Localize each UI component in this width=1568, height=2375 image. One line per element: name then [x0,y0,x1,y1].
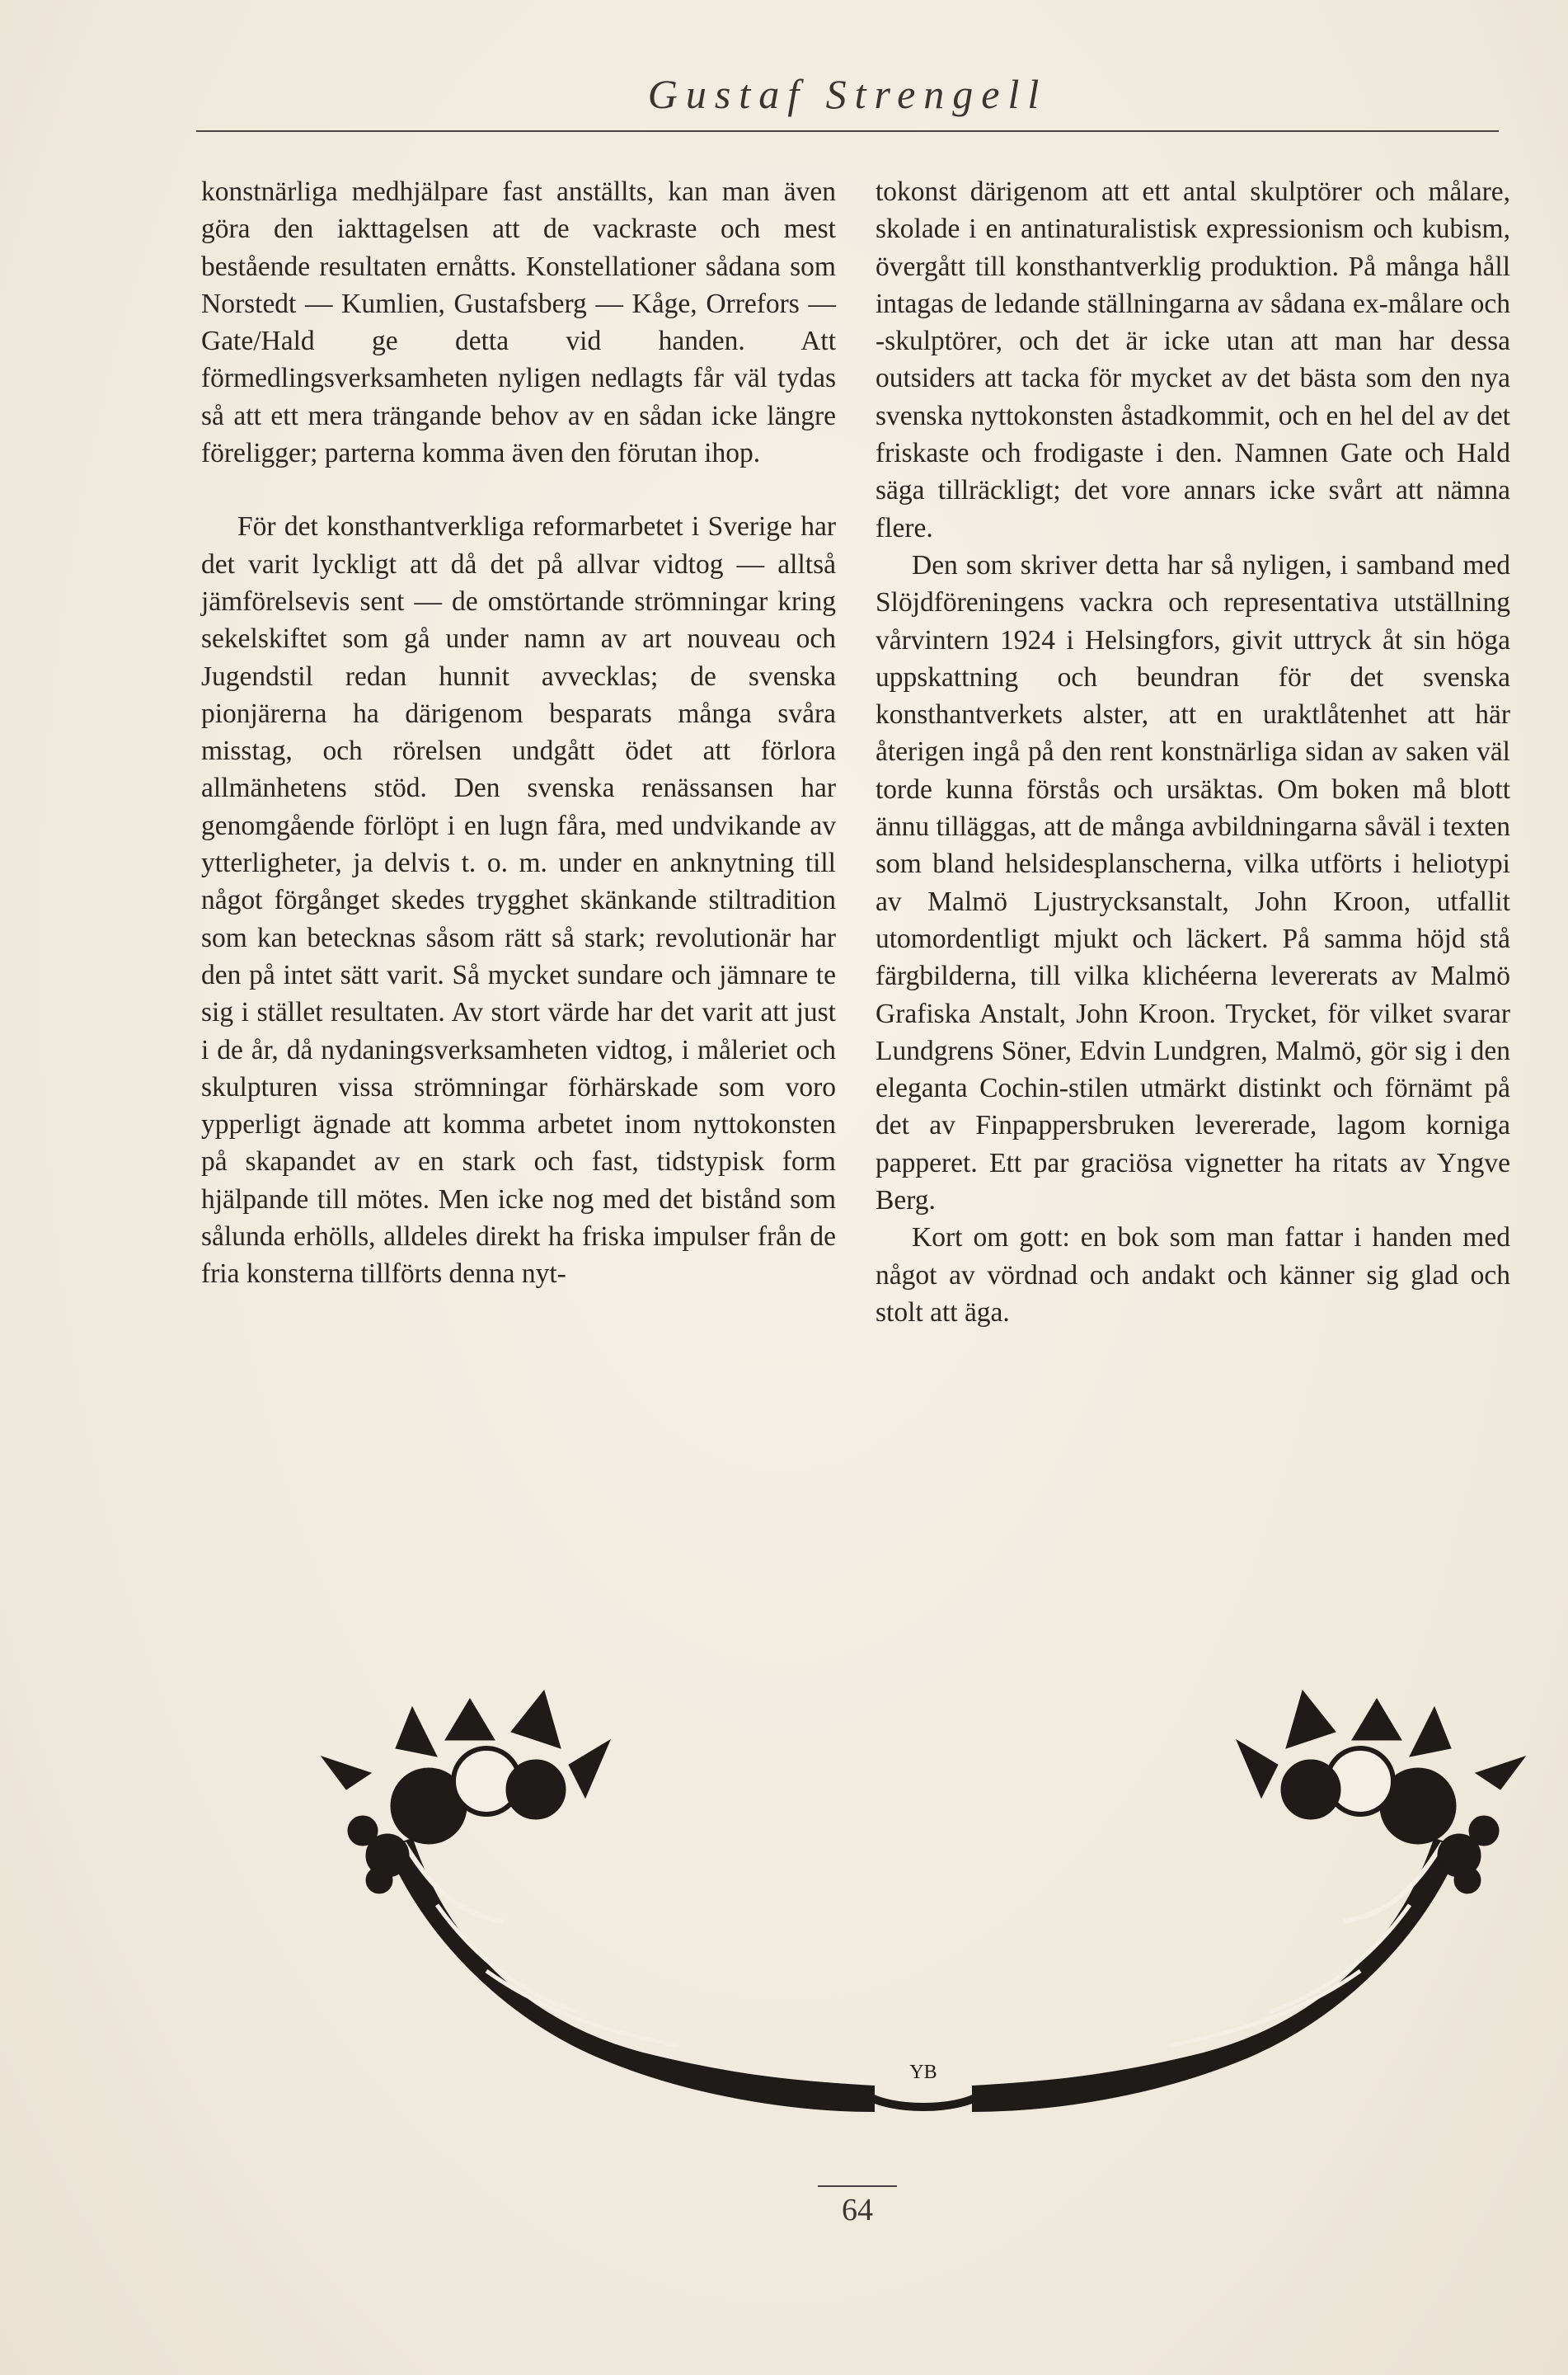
page-number: 64 [842,2193,873,2227]
header-rule [196,130,1499,132]
left-paragraph-1: konstnärliga medhjälpare fast anställts, kan man även göra den iakttagelsen att de vackraste och mest bestående resultaten ernåtts. Konstellationer sådana som Norstedt — Kumlien, Gustafsberg — Kåge, Orrefors — Gate/Hald ge detta vid handen. Att förmedlingsverksamheten nyligen nedlagts får väl tydas så att ett mera trängande behov av en sådan icke längre föreligger; parterna komma även den förutan ihop. [201,176,836,469]
vignette-monogram: YB [909,2062,937,2083]
left-paragraph-2: För det konsthantverkliga reformarbetet i Sverige har det varit lyckligt att då det på allvar vidtog — alltså jämförelsevis sent — de omstörtande strömningar kring sekelskiftet som gå under namn av art nouveau och Jugendstil redan hunnit avvecklas; de svenska pionjärerna ha därigenom besparats många svåra misstag, och rörelsen undgått ödet att förlora allmänhetens stöd. Den svenska renässansen har genomgående förlöpt i en lugn fåra, med undvikande av ytterligheter, ja delvis t. o. m. under en anknytning till något förgånget skedes trygghet skänkande stiltradition som kan betecknas såsom rätt så stark; revolutionär har den på intet sätt varit. Så mycket sundare och jämnare te sig i stället resultaten. Av stort värde har det varit att just i de år, då nydaningsverksamheten vidtog, i måleriet och skulpturen vissa strömningar förhärskade som voro ypperligt ägnade att komma arbetet inom nyttokonsten på skapandet av en stark och fast, tidstypisk form hjälpande till mötes. Men icke nog med det bistånd som sålunda erhölls, alldeles direkt ha friska impulser från de fria konsterna tillförts denna nyt- [201,511,836,1290]
running-header [196,69,1499,135]
page-number-block [816,2185,899,2228]
right-column [876,173,1510,1331]
right-paragraph-3: Kort om gott: en bok som man fattar i handen med något av vördnad och andakt och känner sig glad och stolt att äga. [876,1222,1510,1328]
header-author: Gustaf Strengell [647,71,1048,117]
left-column [201,173,836,1293]
right-paragraph-2: Den som skriver detta har så nyligen, i samband med Slöjdföreningens vackra och representativa utställning vårvintern 1924 i Helsingfors, givit uttryck åt sin höga uppskattning och beundran för det svenska konsthantverkets alster, att en uraktlåtenhet att här återigen ingå på den rent konstnärliga sidan av saken väl torde kunna förstås och ursäktas. Om boken må blott ännu tilläggas, att de många avbildningarna såväl i texten som bland helsidesplanscherna, vilka utförts i heliotypi av Malmö Ljustrycksanstalt, John Kroon, utfallit utomordentligt mjukt och läckert. På samma höjd stå färgbilderna, till vilka klichéerna levererats av Malmö Grafiska Anstalt, John Kroon. Trycket, för vilket svarar Lundgrens Söner, Edvin Lundgren, Malmö, gör sig i den eleganta Cochin-stilen utmärkt distinkt och förnämt på det av Finpappersbruken levererade, lagom korniga papperet. Ett par graciösa vignetter ha ritats av Yngve Berg. [876,549,1510,1216]
cornucopia-vignette-icon [297,1666,1550,2128]
right-paragraph-1: tokonst därigenom att ett antal skulptörer och målare, skolade i en antinaturalistisk expressionism och kubism, övergått till konsthantverklig produktion. På många håll intagas de ledande ställningarna av sådana ex-målare och -skulptörer, och det är icke utan att man har dessa outsiders att tacka för mycket av det bästa som den nya svenska nyttokonsten åstadkommit, och en hel del av det friskaste och frodigaste i den. Namnen Gate och Hald säga tillräckligt; det vore annars icke svårt att nämna flere. [876,176,1510,543]
page-number-rule [818,2185,897,2187]
